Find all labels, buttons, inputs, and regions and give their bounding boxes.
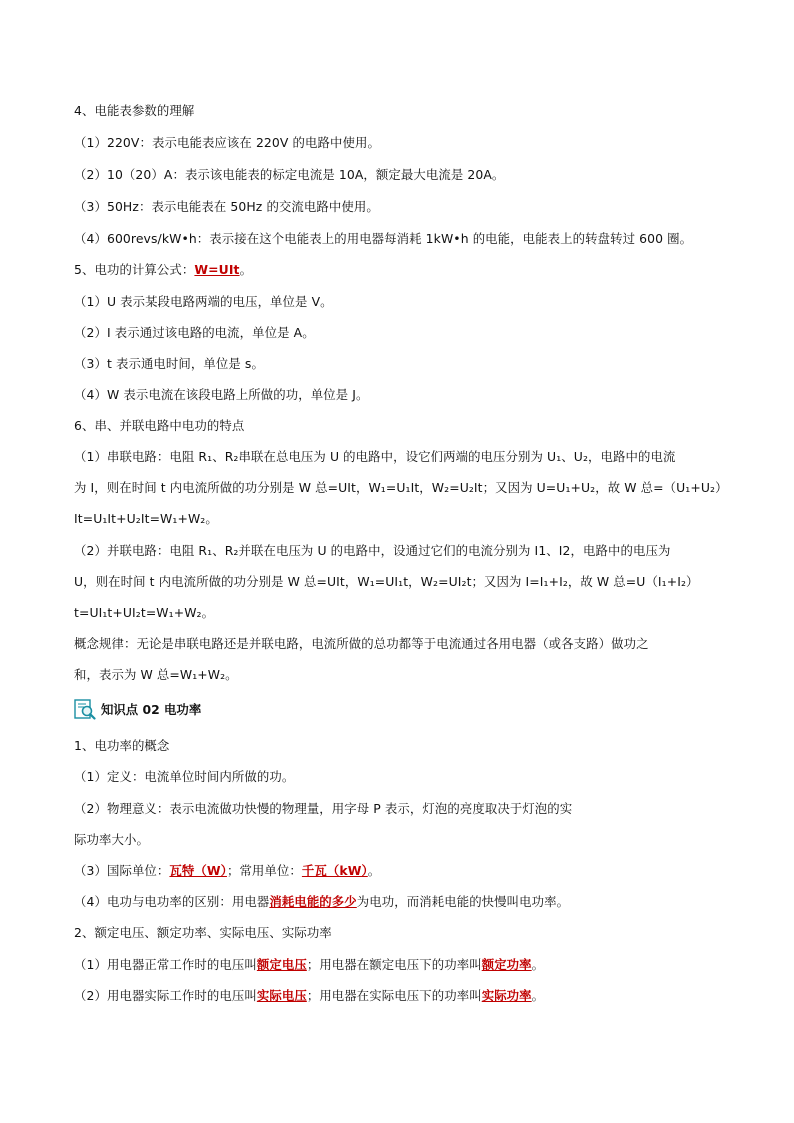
power-meaning-line-2: 际功率大小。 — [74, 832, 149, 847]
electric-work-formula: W=UIt — [194, 262, 240, 277]
s5-item-4: （4）W 表示电流在该段电路上所做的功，单位是 J。 — [74, 387, 369, 402]
actual-middle: ；用电器在实际电压下的功率叫 — [306, 988, 482, 1003]
power-section-2-title: 2、额定电压、额定功率、实际电压、实际功率 — [74, 925, 332, 940]
rated-voltage: 额定电压 — [256, 957, 307, 972]
actual-suffix: 。 — [531, 988, 545, 1003]
units-suffix: 。 — [367, 863, 381, 878]
knowledge-point-2-title: 知识点 02 电功率 — [101, 702, 202, 717]
magnifier-book-icon — [74, 698, 96, 720]
s4-item-2: （2）10（20）A：表示该电能表的标定电流是 10A，额定最大电流是 20A。 — [74, 167, 505, 182]
rated-power: 额定功率 — [481, 957, 532, 972]
si-unit-watt: 瓦特（W） — [169, 863, 227, 878]
s6-series-line-1: （1）串联电路：电阻 R₁、R₂串联在总电压为 U 的电路中，设它们两端的电压分别为 U₁、U₂，电路中的电流 — [74, 449, 676, 464]
power-section-1-title: 1、电功率的概念 — [74, 738, 170, 753]
rated-middle: ；用电器在额定电压下的功率叫 — [306, 957, 482, 972]
s6-parallel-line-2: U，则在时间 t 内电流所做的功分别是 W 总=UIt，W₁=UI₁t，W₂=UI₂t；又因为 I=I₁+I₂，故 W 总=U（I₁+I₂） — [74, 574, 699, 589]
section-5-title — [74, 262, 252, 278]
actual-power: 实际功率 — [481, 988, 532, 1003]
diff-keyword: 消耗电能的多少 — [269, 894, 357, 909]
s6-rule-line-1: 概念规律：无论是串联电路还是并联电路，电流所做的总功都等于电流通过各用电器（或各支路）做功之 — [74, 636, 649, 651]
s6-series-line-3: It=U₁It+U₂It=W₁+W₂。 — [74, 511, 218, 526]
s5-item-1: （1）U 表示某段电路两端的电压，单位是 V。 — [74, 294, 333, 309]
actual-prefix: （2）用电器实际工作时的电压叫 — [74, 988, 257, 1003]
actual-voltage: 实际电压 — [256, 988, 307, 1003]
rated-values — [74, 957, 544, 973]
s4-item-3: （3）50Hz：表示电能表在 50Hz 的交流电路中使用。 — [74, 199, 379, 214]
rated-prefix: （1）用电器正常工作时的电压叫 — [74, 957, 257, 972]
s6-series-line-2: 为 I，则在时间 t 内电流所做的功分别是 W 总=UIt，W₁=U₁It，W₂=U₂It；又因为 U=U₁+U₂，故 W 总=（U₁+U₂） — [74, 480, 728, 495]
s5-item-3: （3）t 表示通电时间，单位是 s。 — [74, 356, 264, 371]
power-units — [74, 863, 380, 879]
s6-parallel-line-1: （2）并联电路：电阻 R₁、R₂并联在电压为 U 的电路中，设通过它们的电流分别为 I1、I2，电路中的电压为 — [74, 543, 671, 558]
section-4-title: 4、电能表参数的理解 — [74, 103, 195, 118]
rated-suffix: 。 — [531, 957, 545, 972]
s5-item-2: （2）I 表示通过该电路的电流，单位是 A。 — [74, 325, 315, 340]
s6-parallel-line-3: t=UI₁t+UI₂t=W₁+W₂。 — [74, 605, 215, 620]
units-middle: ；常用单位： — [226, 863, 302, 878]
units-prefix: （3）国际单位： — [74, 863, 170, 878]
work-vs-power — [74, 894, 569, 910]
diff-prefix: （4）电功与电功率的区别：用电器 — [74, 894, 270, 909]
s6-rule-line-2: 和，表示为 W 总=W₁+W₂。 — [74, 667, 238, 682]
power-meaning-line-1: （2）物理意义：表示电流做功快慢的物理量，用字母 P 表示，灯泡的亮度取决于灯泡的实 — [74, 801, 573, 816]
s4-item-1: （1）220V：表示电能表应该在 220V 的电路中使用。 — [74, 135, 380, 150]
actual-values — [74, 988, 544, 1004]
section-6-title: 6、串、并联电路中电功的特点 — [74, 418, 245, 433]
diff-suffix: 为电功，而消耗电能的快慢叫电功率。 — [356, 894, 570, 909]
s5-title-prefix: 5、电功的计算公式： — [74, 262, 195, 277]
common-unit-kilowatt: 千瓦（kW） — [301, 863, 368, 878]
power-definition: （1）定义：电流单位时间内所做的功。 — [74, 769, 295, 784]
s5-title-suffix: 。 — [239, 262, 253, 277]
s4-item-4: （4）600revs/kW•h：表示接在这个电能表上的用电器每消耗 1kW•h 的电能，电能表上的转盘转过 600 圈。 — [74, 231, 693, 246]
knowledge-point-2-heading — [74, 697, 201, 721]
